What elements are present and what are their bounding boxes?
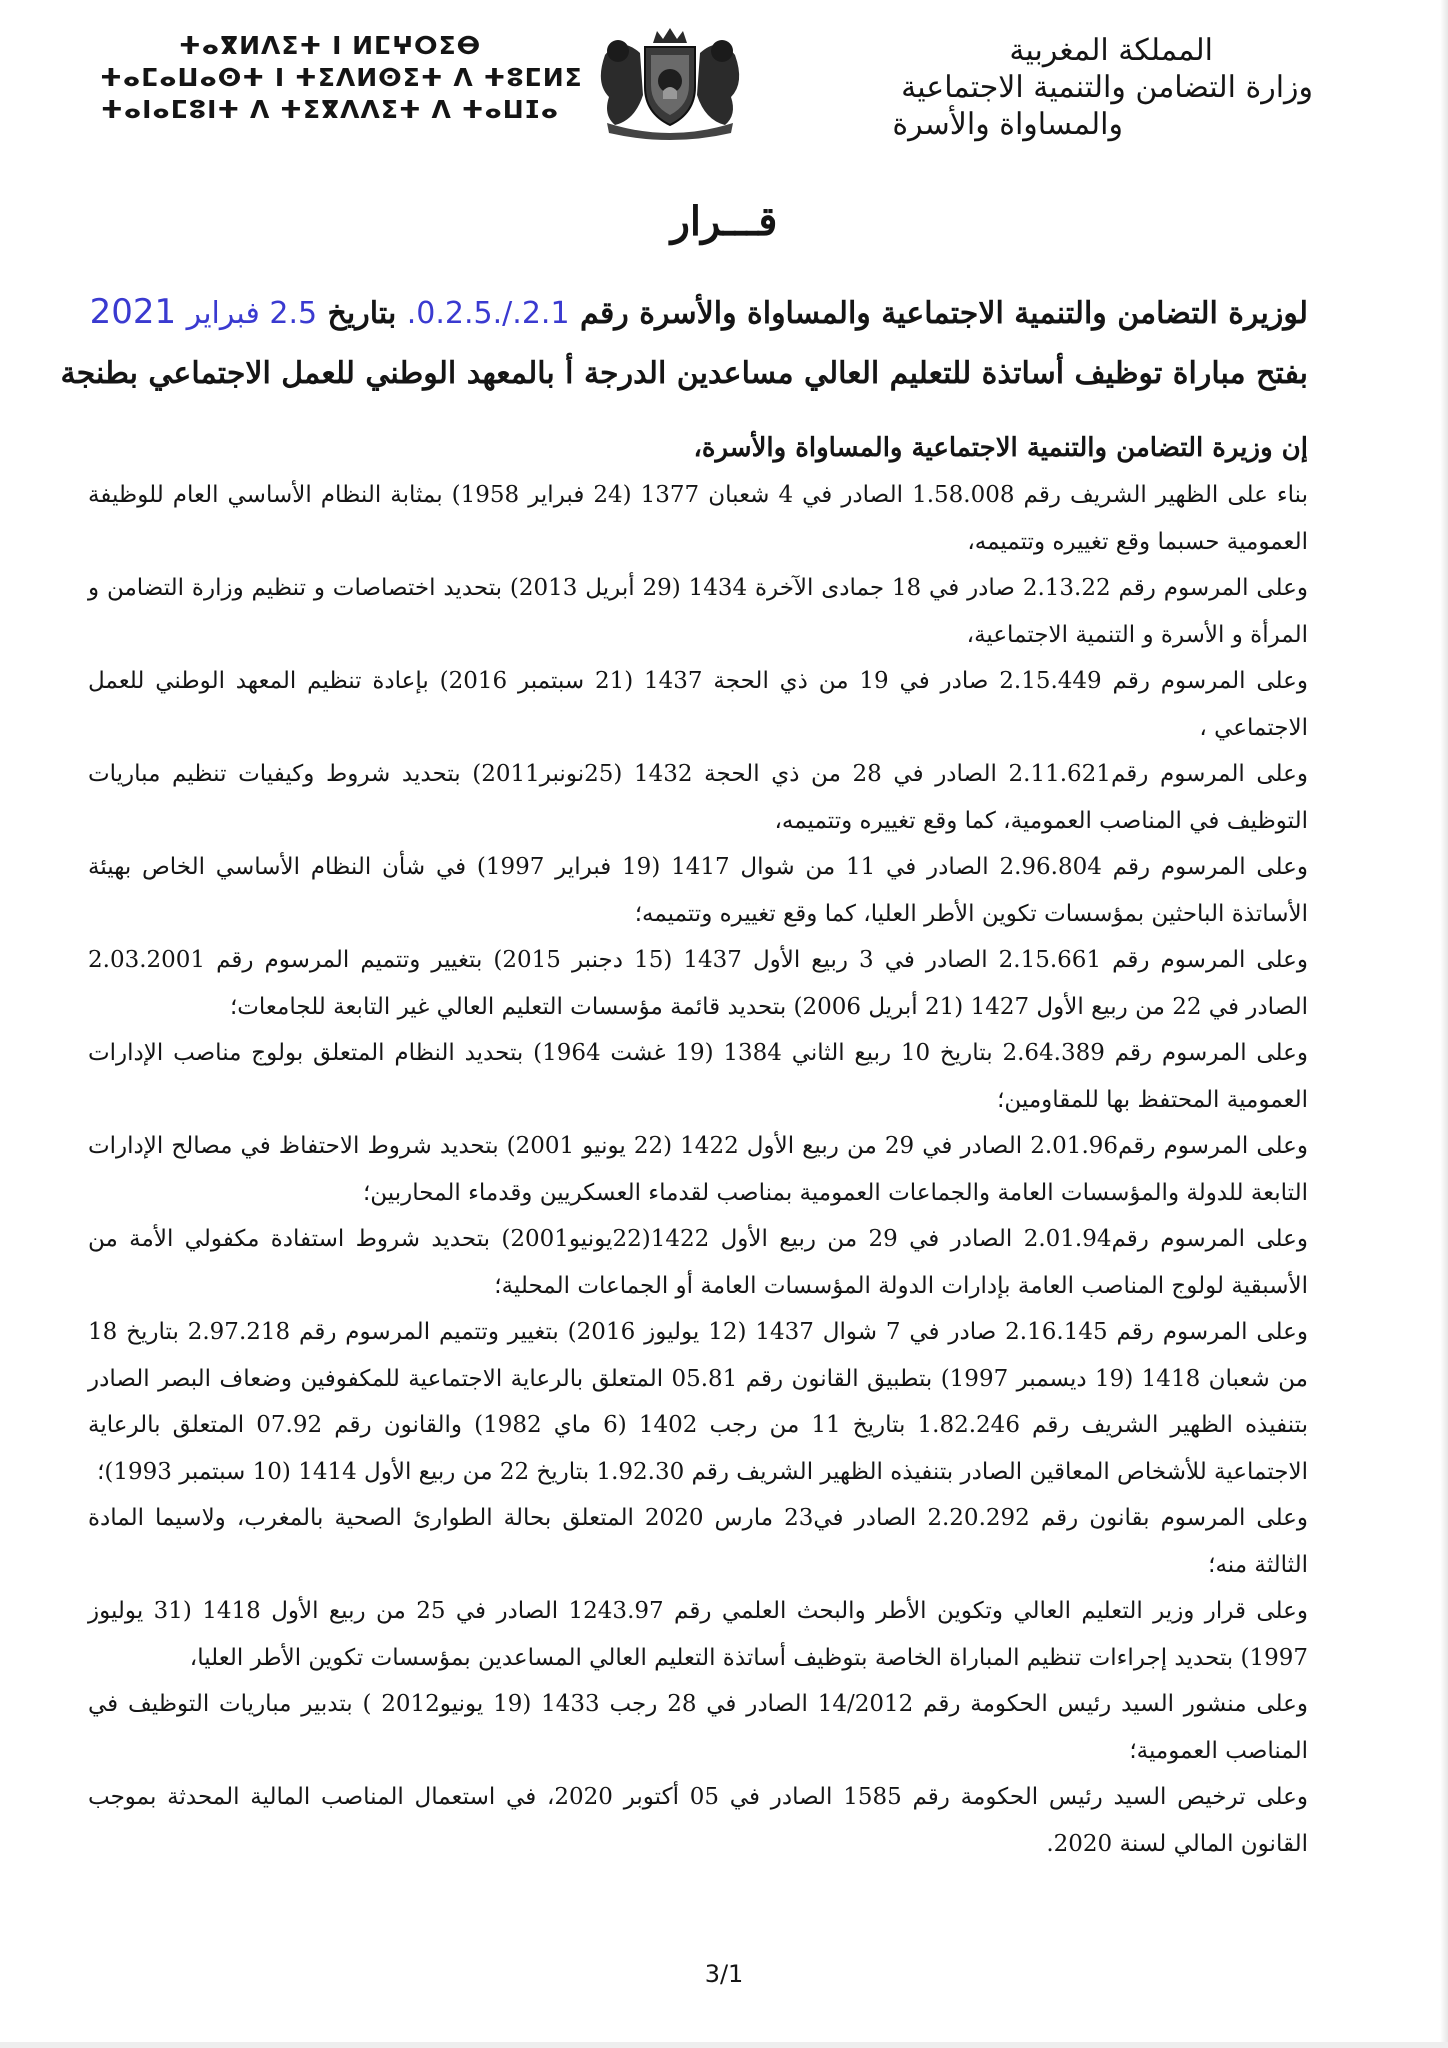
reference-paragraph: وعلى منشور السيد رئيس الحكومة رقم 14/2012 الصادر في 28 رجب 1433 (19 يونيو2012 ) بتدبير مباريات التوظيف في المناصب العمومية؛ [88,1691,1308,1764]
reference-paragraph: بناء على الظهير الشريف رقم 1.58.008 الصادر في 4 شعبان 1377 (24 فبراير 1958) بمثابة النظام الأساسي العام للوظيفة العمومية حسبما وقع تغييره وتتميمه، [88,482,1309,555]
reference-paragraph: وعلى المرسوم رقم 2.15.449 صادر في 19 من ذي الحجة 1437 (21 سبتمبر 2016) بإعادة تنظيم المعهد الوطني للعمل الاجتماعي ، [88,668,1308,741]
year-stamp: 2021 [89,292,177,332]
reference-paragraph: وعلى المرسوم رقم 2.13.22 صادر في 18 جمادى الآخرة 1434 (29 أبريل 2013) بتحديد اختصاصات و تنظيم وزارة التضامن و المرأة و الأسرة و التنمية الاجتماعية، [88,575,1308,648]
legal-references [88,472,1308,1867]
scan-bottom-edge [0,2042,1448,2048]
reference-paragraph: وعلى قرار وزير التعليم العالي وتكوين الأطر والبحث العلمي رقم 1243.97 الصادر في 25 من ربيع الأول 1418 (31 يوليوز 1997) بتحديد إجراءات تنظيم المباراة الخاصة بتوظيف أساتذة التعليم العالي المساعدين بمؤسسات تكوين الأطر العليا، [88,1598,1308,1671]
page-number: 3/1 [704,1960,744,1988]
reference-paragraph: وعلى المرسوم رقم2.01.96 الصادر في 29 من ربيع الأول 1422 (22 يونيو 2001) بتحديد شروط الاحتفاظ في مصالح الإدارات التابعة للدولة والمؤسسات العامة والجماعات العمومية بمناصب لقدماء العسكريين وقدماء المحاربين؛ [88,1133,1308,1206]
decision-subject: بفتح مباراة توظيف أساتذة للتعليم العالي مساعدين الدرجة أ بالمعهد الوطني للعمل الاجتماعي بطنجة [60,356,1308,391]
reference-paragraph: وعلى المرسوم رقم2.11.621 الصادر في 28 من ذي الحجة 1432 (25نونبر2011) بتحديد شروط وكيفيات تنظيم مباريات التوظيف في المناصب العمومية، كما وقع تغييره وتتميمه، [88,761,1308,834]
header-tifinagh [100,30,583,126]
scan-edge-shadow [1440,0,1448,2048]
header-arabic [773,32,1313,143]
tifinagh-line-3: ⵜⴰⵏⴰⵎⵓⵏⵜ ⴷ ⵜⵉⴳⴷⴷⵉⵜ ⴷ ⵜⴰⵡⵊⴰ [100,95,560,124]
decision-number-stamp: 2.1./.0.2.5. [406,296,570,331]
tifinagh-line-2: ⵜⴰⵎⴰⵡⴰⵙⵜ ⵏ ⵜⵉⴷⵍⵙⵉⵜ ⴷ ⵜⵓⵎⵍⵉ [100,63,583,92]
reference-paragraph: وعلى المرسوم رقم2.01.94 الصادر في 29 من ربيع الأول 1422(22يونيو2001) بتحديد شروط استفادة مكفولي الأمة من الأسبقية لولوج المناصب العامة بإدارات الدولة المؤسسات العامة أو الجماعات المحلية؛ [88,1226,1308,1299]
date-label: بتاريخ [327,296,397,331]
moroccan-coat-of-arms-icon [585,25,755,140]
page-title: قـــرار [670,198,778,245]
decision-issuer: لوزيرة التضامن والتنمية الاجتماعية والمساواة والأسرة رقم [580,296,1308,331]
kingdom-name: المملكة المغربية [1009,33,1213,68]
ministry-name-line-2: والمساواة والأسرة [892,107,1123,142]
reference-paragraph: وعلى ترخيص السيد رئيس الحكومة رقم 1585 الصادر في 05 أكتوبر 2020، في استعمال المناصب المالية المحدثة بموجب القانون المالي لسنة 2020. [88,1784,1308,1857]
reference-paragraph: وعلى المرسوم رقم 2.96.804 الصادر في 11 من شوال 1417 (19 فبراير 1997) في شأن النظام الأساسي الخاص بهيئة الأساتذة الباحثين بمؤسسات تكوين الأطر العليا، كما وقع تغييره وتتميمه؛ [88,854,1308,927]
reference-paragraph: وعلى المرسوم بقانون رقم 2.20.292 الصادر في23 مارس 2020 المتعلق بحالة الطوارئ الصحية بالمغرب، ولاسيما المادة الثالثة منه؛ [88,1505,1309,1578]
preamble-intro: إن وزيرة التضامن والتنمية الاجتماعية والمساواة والأسرة، [693,433,1308,463]
decision-reference-line [89,290,1308,336]
reference-paragraph: وعلى المرسوم رقم 2.64.389 بتاريخ 10 ربيع الثاني 1384 (19 غشت 1964) بتحديد النظام المتعلق بولوج مناصب الإدارات العمومية المحتفظ بها للمقاومين؛ [88,1040,1309,1113]
ministry-name-line-1: وزارة التضامن والتنمية الاجتماعية [901,70,1313,105]
reference-paragraph: وعلى المرسوم رقم 2.16.145 صادر في 7 شوال 1437 (12 يوليوز 2016) بتغيير وتتميم المرسوم رقم 2.97.218 بتاريخ 18 من شعبان 1418 (19 ديسمبر 1997) بتطبيق القانون رقم 05.81 المتعلق بالرعاية الاجتماعية للمكفوفين وضعاف البصر الصادر بتنفيذه الظهير الشريف رقم 1.82.246 بتاريخ 11 من رجب 1402 (6 ماي 1982) والقانون رقم 07.92 المتعلق بالرعاية الاجتماعية للأشخاص المعاقين الصادر بتنفيذه الظهير الشريف رقم 1.92.30 بتاريخ 22 من ربيع الأول 1414 (10 سبتمبر 1993)؛ [88,1319,1309,1485]
reference-paragraph: وعلى المرسوم رقم 2.15.661 الصادر في 3 ربيع الأول 1437 (15 دجنبر 2015) بتغيير وتتميم المرسوم رقم 2.03.2001 الصادر في 22 من ربيع الأول 1427 (21 أبريل 2006) بتحديد قائمة مؤسسات التعليم العالي غير التابعة للجامعات؛ [88,947,1308,1020]
tifinagh-line-1: ⵜⴰⴳⵍⴷⵉⵜ ⵏ ⵍⵎⵖⵔⵉⴱ [178,31,482,60]
date-stamp: 2.5 فبراير [186,296,318,331]
